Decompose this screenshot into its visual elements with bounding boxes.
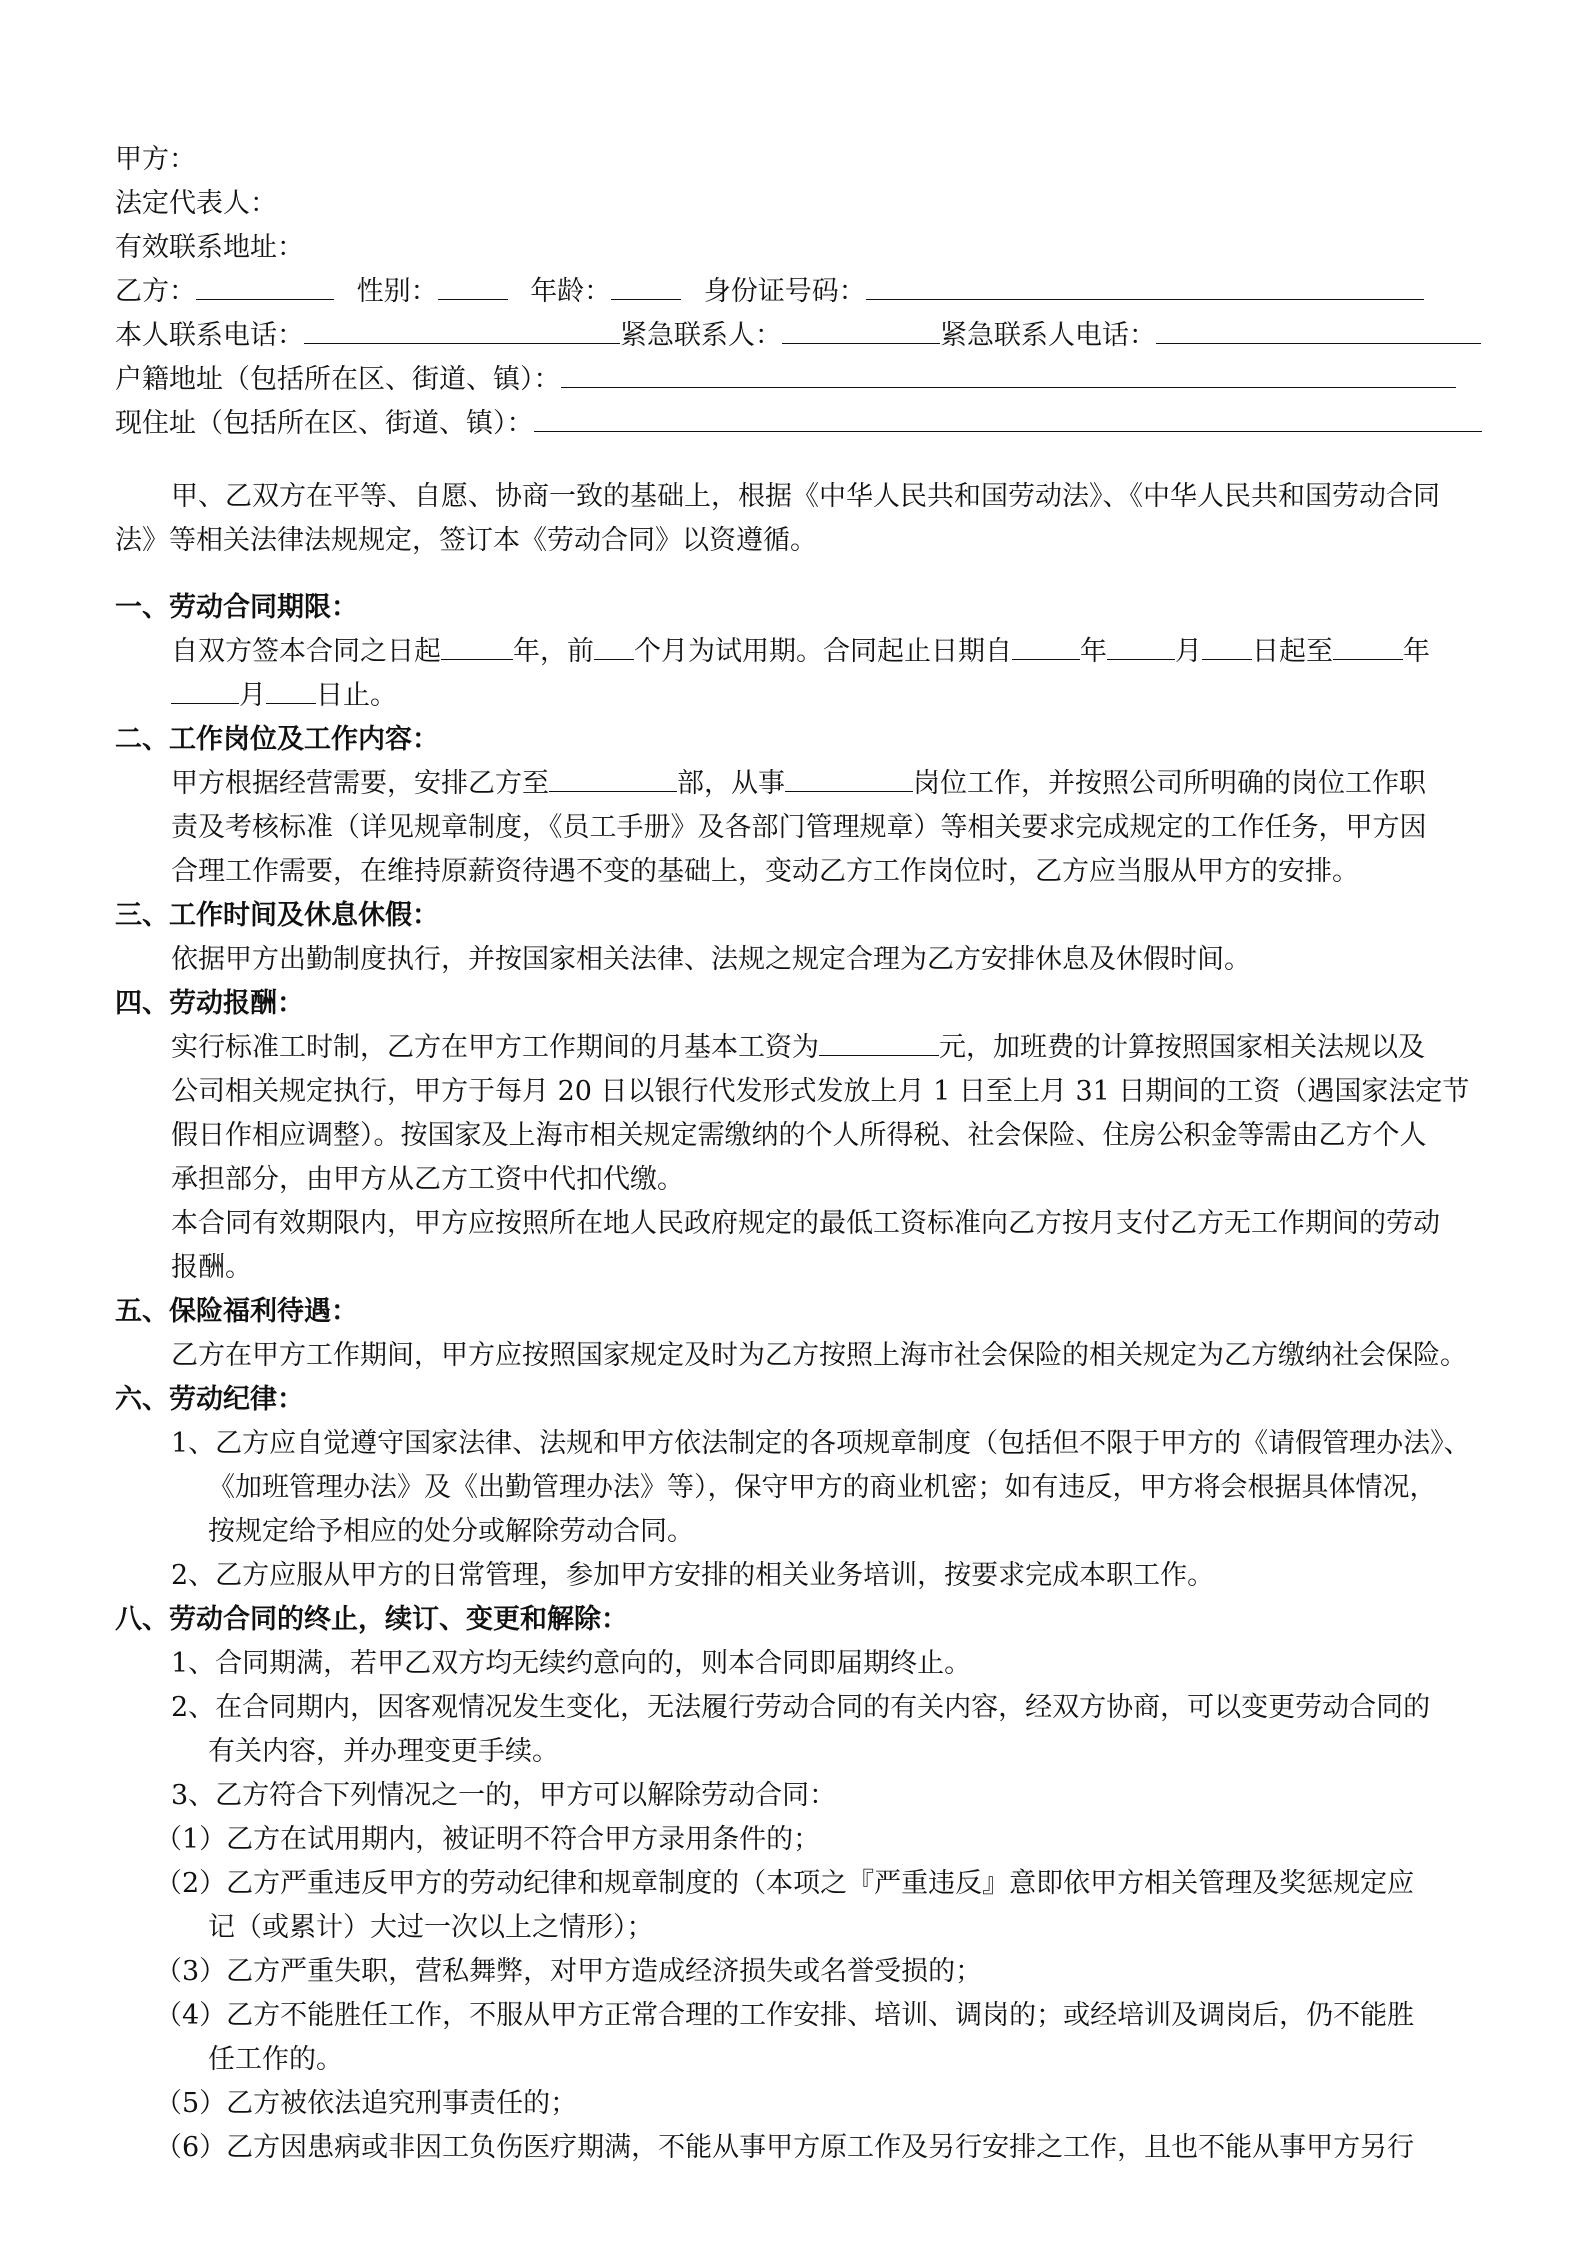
current-address-blank[interactable] [534, 407, 1482, 432]
id-number-label: 身份证号码： [703, 276, 866, 307]
end-day-blank[interactable] [266, 679, 316, 704]
section-6-heading: 六、劳动纪律： [115, 1384, 304, 1415]
legal-rep-line [115, 184, 277, 224]
id-number-blank[interactable] [866, 275, 1424, 300]
gender-blank[interactable] [438, 275, 508, 300]
emergency-contact-blank[interactable] [782, 319, 940, 344]
section-8-item-3: 3、乙方符合下列情况之一的，甲方可以解除劳动合同： [171, 1780, 837, 1811]
section-2-line-2: 责及考核标准（详见规章制度，《员工手册》及各部门管理规章）等相关要求完成规定的工作任务，甲方因 [171, 812, 1427, 843]
section-8-heading: 八、劳动合同的终止，续订、变更和解除： [115, 1604, 628, 1635]
section-4-line-4: 承担部分，由甲方从乙方工资中代扣代缴。 [171, 1164, 684, 1195]
hukou-address-blank[interactable] [561, 363, 1456, 388]
term-start-text: 自双方签本合同之日起 [171, 636, 441, 667]
legal-rep-label: 法定代表人： [115, 188, 277, 219]
section-5-line-1: 乙方在甲方工作期间，甲方应按照国家规定及时为乙方按照上海市社会保险的相关规定为乙方缴纳社会保险。 [171, 1340, 1467, 1371]
end-year-blank[interactable] [1333, 635, 1403, 660]
intro-line-2: 法》等相关法律法规规定，签订本《劳动合同》以资遵循。 [115, 525, 817, 556]
age-blank[interactable] [611, 275, 681, 300]
emergency-phone-label: 紧急联系人电话： [940, 320, 1156, 351]
section-1-heading: 一、劳动合同期限： [115, 592, 358, 623]
section-8-item-2-line-1: 2、在合同期内，因客观情况发生变化，无法履行劳动合同的有关内容，经双方协商，可以变更劳动合同的 [171, 1692, 1431, 1723]
term-years-text: 年，前 [513, 636, 594, 667]
party-a-address-line [115, 228, 304, 268]
hukou-address-line [115, 360, 1456, 400]
section-6-item-1-line-3: 按规定给予相应的处分或解除劳动合同。 [208, 1516, 694, 1547]
current-address-line [115, 404, 1482, 444]
termination-clause-4-line-2: 任工作的。 [208, 2044, 343, 2075]
start-day-blank[interactable] [1202, 635, 1252, 660]
start-month-blank[interactable] [1107, 635, 1175, 660]
termination-clause-6-line-1: （6）乙方因患病或非因工负伤医疗期满，不能从事甲方原工作及另行安排之工作，且也不能从事甲方另行 [155, 2132, 1415, 2163]
section-6-item-1-line-2: 《加班管理办法》及《出勤管理办法》等），保守甲方的商业机密；如有违反，甲方将会根据具体情况， [208, 1472, 1437, 1503]
section-1-line-2 [171, 676, 397, 716]
section-5-heading: 五、保险福利待遇： [115, 1296, 358, 1327]
termination-clause-4-line-1: （4）乙方不能胜任工作，不服从甲方正常合理的工作安排、培训、调岗的；或经培训及调岗后，仍不能胜 [155, 2000, 1415, 2031]
party-b-name-blank[interactable] [196, 275, 334, 300]
section-2-line-3: 合理工作需要，在维持原薪资待遇不变的基础上，变动乙方工作岗位时，乙方应当服从甲方的安排。 [171, 856, 1359, 887]
start-day-unit: 日起至 [1252, 636, 1333, 667]
end-month-unit: 月 [239, 680, 266, 711]
position-duty-text: 岗位工作，并按照公司所明确的岗位工作职 [913, 768, 1426, 799]
contact-phone-line [115, 316, 1481, 356]
emergency-phone-blank[interactable] [1156, 319, 1481, 344]
section-4-line-1 [171, 1028, 1425, 1068]
termination-clause-5: （5）乙方被依法追究刑事责任的； [155, 2088, 578, 2119]
start-year-unit: 年 [1080, 636, 1107, 667]
section-3-heading: 三、工作时间及休息休假： [115, 900, 439, 931]
party-a-address-label: 有效联系地址： [115, 232, 304, 263]
section-4-heading: 四、劳动报酬： [115, 988, 304, 1019]
position-text: 部，从事 [677, 768, 785, 799]
end-day-unit: 日止。 [316, 680, 397, 711]
end-month-blank[interactable] [171, 679, 239, 704]
emergency-contact-label: 紧急联系人： [620, 320, 782, 351]
probation-months-blank[interactable] [594, 635, 634, 660]
termination-clause-1: （1）乙方在试用期内，被证明不符合甲方录用条件的； [155, 1824, 821, 1855]
salary-unit-text: 元，加班费的计算按照国家相关法规以及 [939, 1032, 1425, 1063]
current-address-label: 现住址（包括所在区、街道、镇）： [115, 408, 534, 439]
section-3-line-1: 依据甲方出勤制度执行，并按国家相关法律、法规之规定合理为乙方安排休息及休假时间。 [171, 944, 1251, 975]
salary-blank[interactable] [819, 1031, 939, 1056]
party-b-label: 乙方： [115, 276, 196, 307]
gender-label: 性别： [356, 276, 438, 307]
position-blank[interactable] [785, 767, 913, 792]
probation-text: 个月为试用期。合同起止日期自 [634, 636, 1012, 667]
section-1-line-1 [171, 632, 1430, 672]
department-text: 甲方根据经营需要，安排乙方至 [171, 768, 549, 799]
start-year-blank[interactable] [1012, 635, 1080, 660]
phone-label: 本人联系电话： [115, 320, 304, 351]
start-month-unit: 月 [1175, 636, 1202, 667]
age-label: 年龄： [530, 276, 612, 307]
section-8-item-2-line-2: 有关内容，并办理变更手续。 [208, 1736, 559, 1767]
department-blank[interactable] [549, 767, 677, 792]
termination-clause-2-line-2: 记（或累计）大过一次以上之情形）； [208, 1912, 654, 1943]
section-2-heading: 二、工作岗位及工作内容： [115, 724, 439, 755]
term-years-blank[interactable] [441, 635, 513, 660]
salary-text: 实行标准工时制，乙方在甲方工作期间的月基本工资为 [171, 1032, 819, 1063]
section-6-item-1-line-1: 1、乙方应自觉遵守国家法律、法规和甲方依法制定的各项规章制度（包括但不限于甲方的《请假管理办法》、 [171, 1428, 1471, 1459]
section-4-line-2: 公司相关规定执行，甲方于每月 20 日以银行代发形式发放上月 1 日至上月 31 日期间的工资（遇国家法定节 [171, 1076, 1470, 1107]
termination-clause-2-line-1: （2）乙方严重违反甲方的劳动纪律和规章制度的（本项之『严重违反』意即依甲方相关管理及奖惩规定应 [155, 1868, 1415, 1899]
termination-clause-3: （3）乙方严重失职，营私舞弊，对甲方造成经济损失或名誉受损的； [155, 1956, 983, 1987]
party-a-label: 甲方： [115, 144, 196, 175]
party-b-line [115, 272, 1424, 312]
end-year-unit: 年 [1403, 636, 1430, 667]
section-6-item-2: 2、乙方应服从甲方的日常管理，参加甲方安排的相关业务培训，按要求完成本职工作。 [171, 1560, 1215, 1591]
hukou-address-label: 户籍地址（包括所在区、街道、镇）： [115, 364, 561, 395]
section-2-line-1 [171, 764, 1426, 804]
section-4-line-6: 报酬。 [171, 1252, 252, 1283]
party-a-line [115, 140, 196, 180]
intro-line-1: 甲、乙双方在平等、自愿、协商一致的基础上，根据《中华人民共和国劳动法》、《中华人民共和国劳动合同 [171, 481, 1440, 512]
phone-blank[interactable] [304, 319, 620, 344]
section-4-line-5: 本合同有效期限内，甲方应按照所在地人民政府规定的最低工资标准向乙方按月支付乙方无工作期间的劳动 [171, 1208, 1440, 1239]
section-4-line-3: 假日作相应调整）。按国家及上海市相关规定需缴纳的个人所得税、社会保险、住房公积金等需由乙方个人 [171, 1120, 1427, 1151]
section-8-item-1: 1、合同期满，若甲乙双方均无续约意向的，则本合同即届期终止。 [171, 1648, 972, 1679]
